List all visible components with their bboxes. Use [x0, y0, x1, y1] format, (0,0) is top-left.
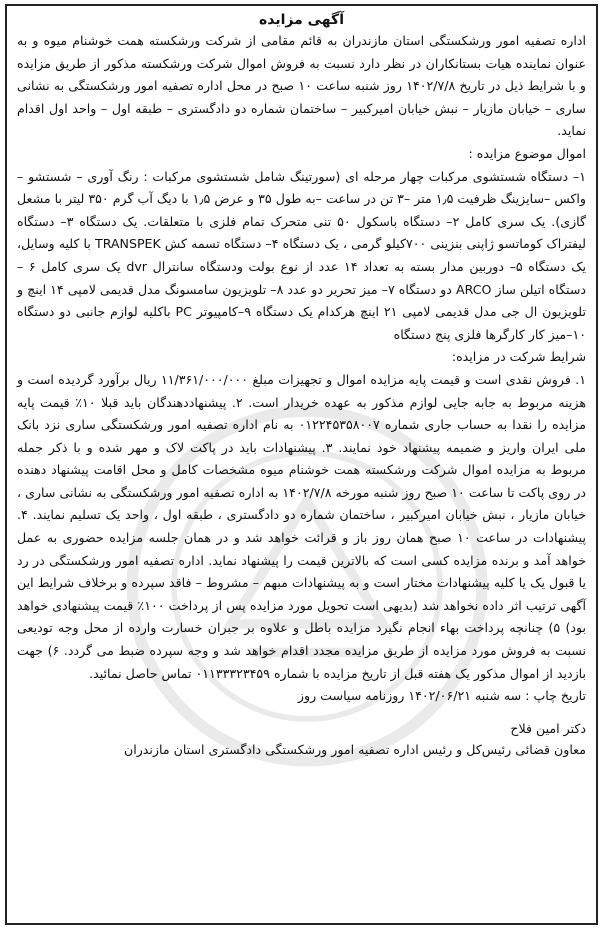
signer-name: دکتر امین فلاح	[510, 720, 586, 736]
print-date: تاریخ چاپ : سه شنبه ۱۴۰۲/۰۶/۲۱ روزنامه سیاست روز	[297, 688, 586, 704]
signer-title: معاون قضائی رئیس‌کل و رئیس اداره تصفیه امور ورشکستگی دادگستری استان مازندران	[123, 741, 586, 757]
auction-notice	[5, 4, 598, 925]
items-heading: اموال موضوع مزایده :	[468, 145, 586, 161]
notice-intro: اداره تصفیه امور ورشکستگی استان مازندران به قائم مقامی از شرکت ورشکسته همت خوشنام میوه و به عنوان نماینده هیات بستانکاران در نظر دارد نسبت به فروش اموال شرکت ورشکسته مذکور از طریق مزایده و با شرایط ذیل در تاریخ ۱۴۰۲/۷/۸ روز شنبه ساعت ۱۰ صبح در محل اداره تصفیه امور ورشکستگی به نشانی ساری – خیابان مازیار – نبش خیابان امیرکبیر – ساختمان شماره دو دادگستری – طبقه اول – واحد اول اقدام نماید.	[17, 33, 586, 139]
items-list: ۱– دستگاه شستشوی مرکبات چهار مرحله ای (سورتینگ شامل شستشوی مرکبات : رنگ آوری – شستشو – واکس –سایزینگ ظرفیت ۱٫۵ متر –۳ تن در ساعت –به طول ۳۵ و عرض ۱٫۵ با دیگ آب گرم ۳۵۰ لیتر با مشعل گازی). یک سری کامل ۲– دستگاه باسکول ۵۰ تنی متحرک تمام فلزی با متعلقات. یک دستگاه ۳– دستگاه لیفتراک کوماتسو ژاپنی بنزینی ۷۰۰کیلو گرمی ، یک دستگاه ۴– دستگاه تسمه کش TRANSPEK با کلیه وسایل، یک دستگاه ۵– دوربین مدار بسته به تعداد ۱۴ عدد از نوع بولت ودستگاه سانترال dvr یک سری کامل ۶ – دستگاه اتیلن ساز ARCO دو دستگاه ۷– میز تحریر دو عدد ۸– تلویزیون سامسونگ مدل قدیمی لامپی ۱۴ اینچ و تلویزیون ال جی مدل قدیمی لامپی ۲۱ اینچ هرکدام یک دستگاه ۹–کامپیوتر PC باکلیه لوازم جانبی دو دستگاه ۱۰–میز کار کارگرها فلزی پنج دستگاه	[17, 168, 587, 342]
signature-block	[17, 718, 586, 760]
notice-body	[7, 30, 596, 760]
notice-title: آگهی مزایده	[258, 12, 344, 28]
terms-heading: شرایط شرکت در مزایده:	[451, 349, 586, 365]
terms-list: ۱. فروش نقدی است و قیمت پایه مزایده اموال و تجهیزات مبلغ ۱۱/۳۶۱/۰۰۰/۰۰۰ ریال برآورد گردیده است و هزینه مربوط به جابه جایی لوازم مذکور به عهده خریدار است. ۲. پیشنهاددهندگان باید قبلا ۱۰٪ قیمت پایه مزایده را نقدا به حساب جاری شماره ۰۱۲۲۴۵۳۵۸۰۰۷ به نام اداره تصفیه امور ورشکستگی ساری نزد بانک ملی ایران واریز و ضمیمه پیشنهاد خود نمایند. ۳. پیشنهادات باید در پاکت لاک و مهر شده و با ذکر جمله مربوط به مزایده اموال شرکت ورشکسته همت خوشنام میوه مشخصات کامل و محل اقامت پیشنهاد دهنده در روی پاکت تا ساعت ۱۰ صبح روز شنبه مورخه ۱۴۰۲/۷/۸ به اداره تصفیه امور ورشکستگی به نشانی ساری ، خیابان مازیار ، نبش خیابان امیرکبیر ، ساختمان شماره دو دادگستری ، طبقه اول ، واحد یک تسلیم نمایند. ۴. پیشنهادات در ساعت ۱۰ صبح همان روز باز و قرائت خواهد شد و در همان جلسه مزایده حضوری به عمل خواهد آمد و برنده مزایده کسی است که بالاترین قیمت را پیشنهاد نماید. اداره تصفیه امور ورشکستگی در رد یا قبول یک یا کلیه پیشنهادات مختار است و به پیشنهادات مبهم – مشروط – فاقد سپرده و برخلاف شرایط این آگهی ترتیب اثر داده نخواهد شد (بدیهی است تحویل مورد مزایده پس از پرداخت ۱۰۰٪ قیمت پیشنهادی خواهد بود) ۵) چنانچه پرداخت بهاء انجام نگیرد مزایده باطل و علاوه بر جبران خسارت وارده از محل وجه تودیعی نسبت به فروش مورد مزایده از طریق مزایده مجدد اقدام خواهد شد و وجه سپرده ضبط می گردد. ۶) جهت بازدید از اموال مذکور یک هفته قبل از تاریخ مزایده با شماره ۰۱۱۳۳۳۲۳۴۵۹ تماس حاصل نمائید.	[17, 371, 587, 681]
